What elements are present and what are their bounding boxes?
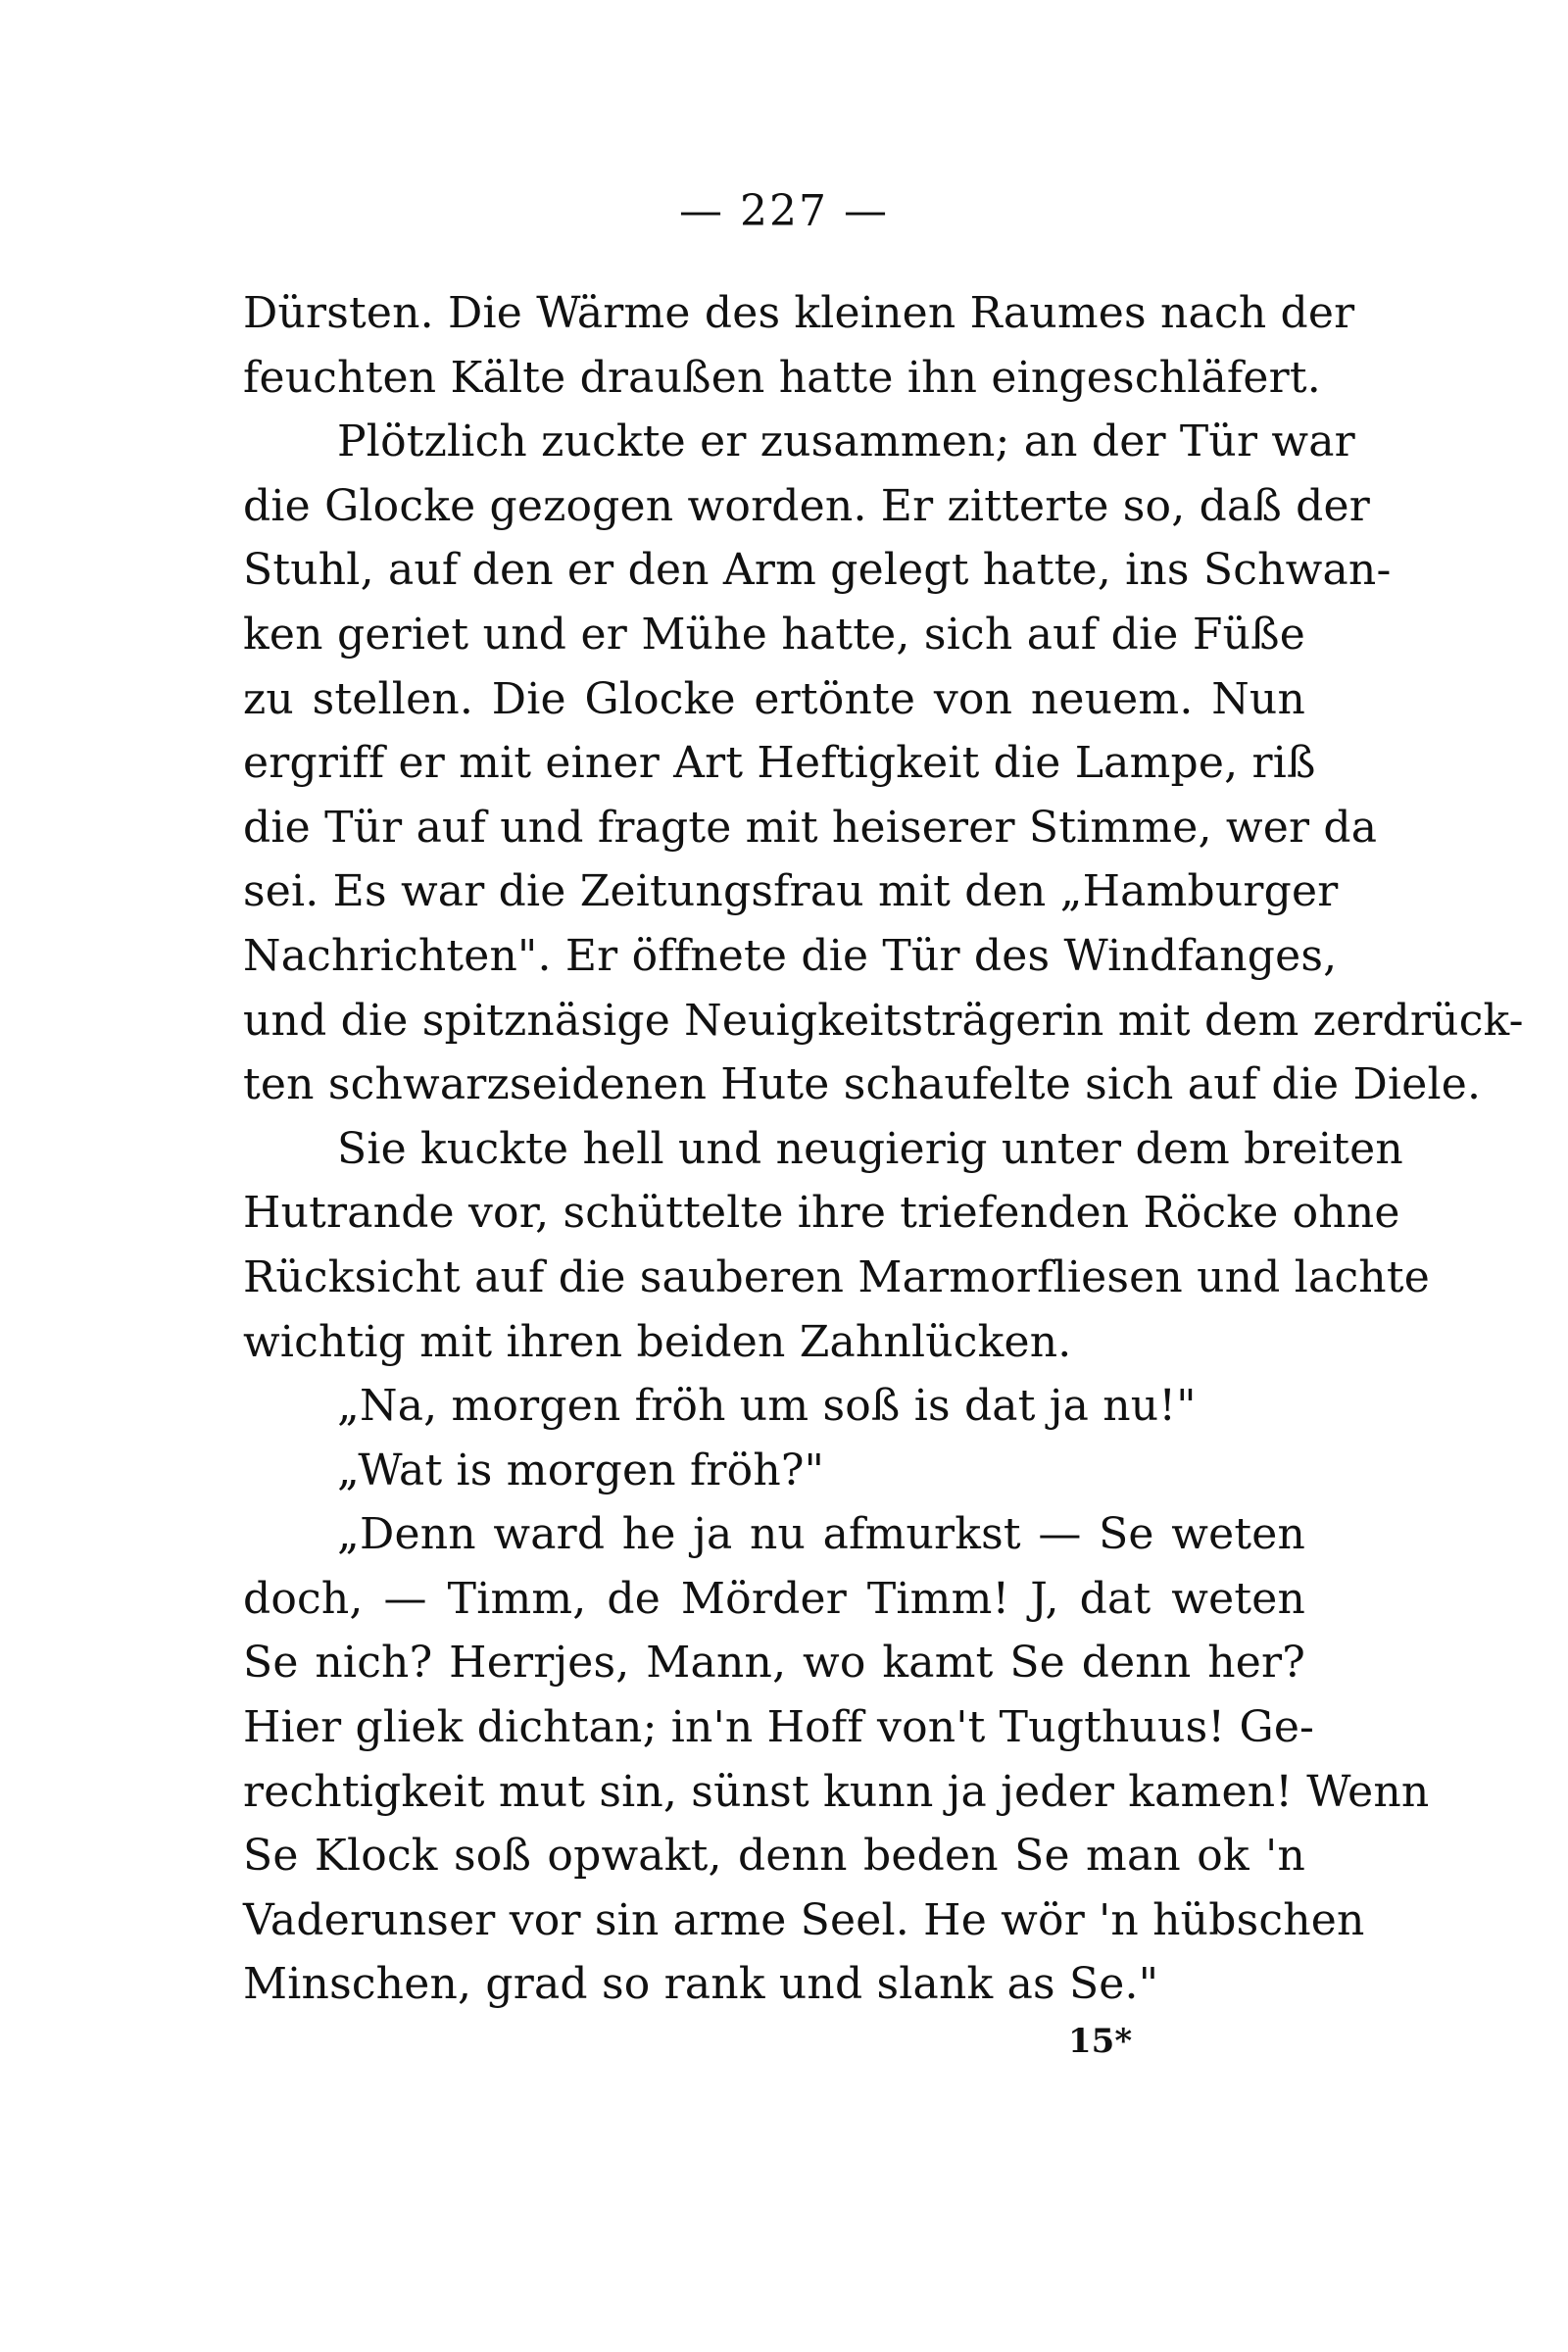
text-line: ten schwarzseidenen Hute schaufelte sich auf die Diele. bbox=[243, 1059, 1482, 1110]
text-line: „Denn ward he ja nu afmurkst — Se weten bbox=[337, 1509, 1305, 1560]
text-line: „Na, morgen fröh um soß is dat ja nu!" bbox=[337, 1381, 1197, 1432]
text-line: feuchten Kälte draußen hatte ihn eingeschläfert. bbox=[243, 352, 1321, 403]
text-line: die Tür auf und fragte mit heiserer Stimme, wer da bbox=[243, 802, 1378, 853]
body-text bbox=[243, 281, 1524, 2017]
text-line: Plötzlich zuckte er zusammen; an der Tür war bbox=[337, 416, 1355, 467]
text-line: Vaderunser vor sin arme Seel. He wör 'n hübschen bbox=[243, 1894, 1365, 1945]
text-line: und die spitznäsige Neuigkeitsträgerin mit dem zerdrück- bbox=[243, 995, 1524, 1046]
text-line: ergriff er mit einer Art Heftigkeit die Lampe, riß bbox=[243, 738, 1316, 789]
text-line: Stuhl, auf den er den Arm gelegt hatte, ins Schwan- bbox=[243, 545, 1392, 596]
text-line: Nachrichten". Er öffnete die Tür des Windfanges, bbox=[243, 930, 1338, 981]
text-line: Se nich? Herrjes, Mann, wo kamt Se denn her? bbox=[243, 1638, 1305, 1689]
text-line: Sie kuckte hell und neugierig unter dem breiten bbox=[337, 1123, 1403, 1174]
text-line: Se Klock soß opwakt, denn beden Se man ok 'n bbox=[243, 1831, 1305, 1882]
text-line: die Glocke gezogen worden. Er zitterte so, daß der bbox=[243, 480, 1371, 531]
text-line: Hier gliek dichtan; in'n Hoff von't Tugthuus! Ge- bbox=[243, 1702, 1315, 1753]
signature-mark: 15* bbox=[1068, 2022, 1133, 2061]
text-line: Rücksicht auf die sauberen Marmorfliesen und lachte bbox=[243, 1251, 1430, 1302]
text-line: zu stellen. Die Glocke ertönte von neuem. Nun bbox=[243, 673, 1305, 724]
text-line: sei. Es war die Zeitungsfrau mit den „Hamburger bbox=[243, 866, 1339, 917]
text-line: ken geriet und er Mühe hatte, sich auf die Füße bbox=[243, 609, 1305, 660]
text-line: doch, — Timm, de Mörder Timm! J, dat weten bbox=[243, 1573, 1305, 1624]
text-line: Dürsten. Die Wärme des kleinen Raumes nach der bbox=[243, 288, 1355, 338]
text-line: Minschen, grad so rank und slank as Se." bbox=[243, 1959, 1159, 2010]
page-number: — 227 — bbox=[679, 186, 889, 236]
text-line: Hutrande vor, schüttelte ihre triefenden Röcke ohne bbox=[243, 1188, 1400, 1239]
text-line: wichtig mit ihren beiden Zahnlücken. bbox=[243, 1316, 1072, 1367]
text-line: „Wat is morgen fröh?" bbox=[337, 1445, 825, 1495]
text-line: rechtigkeit mut sin, sünst kunn ja jeder kamen! Wenn bbox=[243, 1766, 1430, 1817]
